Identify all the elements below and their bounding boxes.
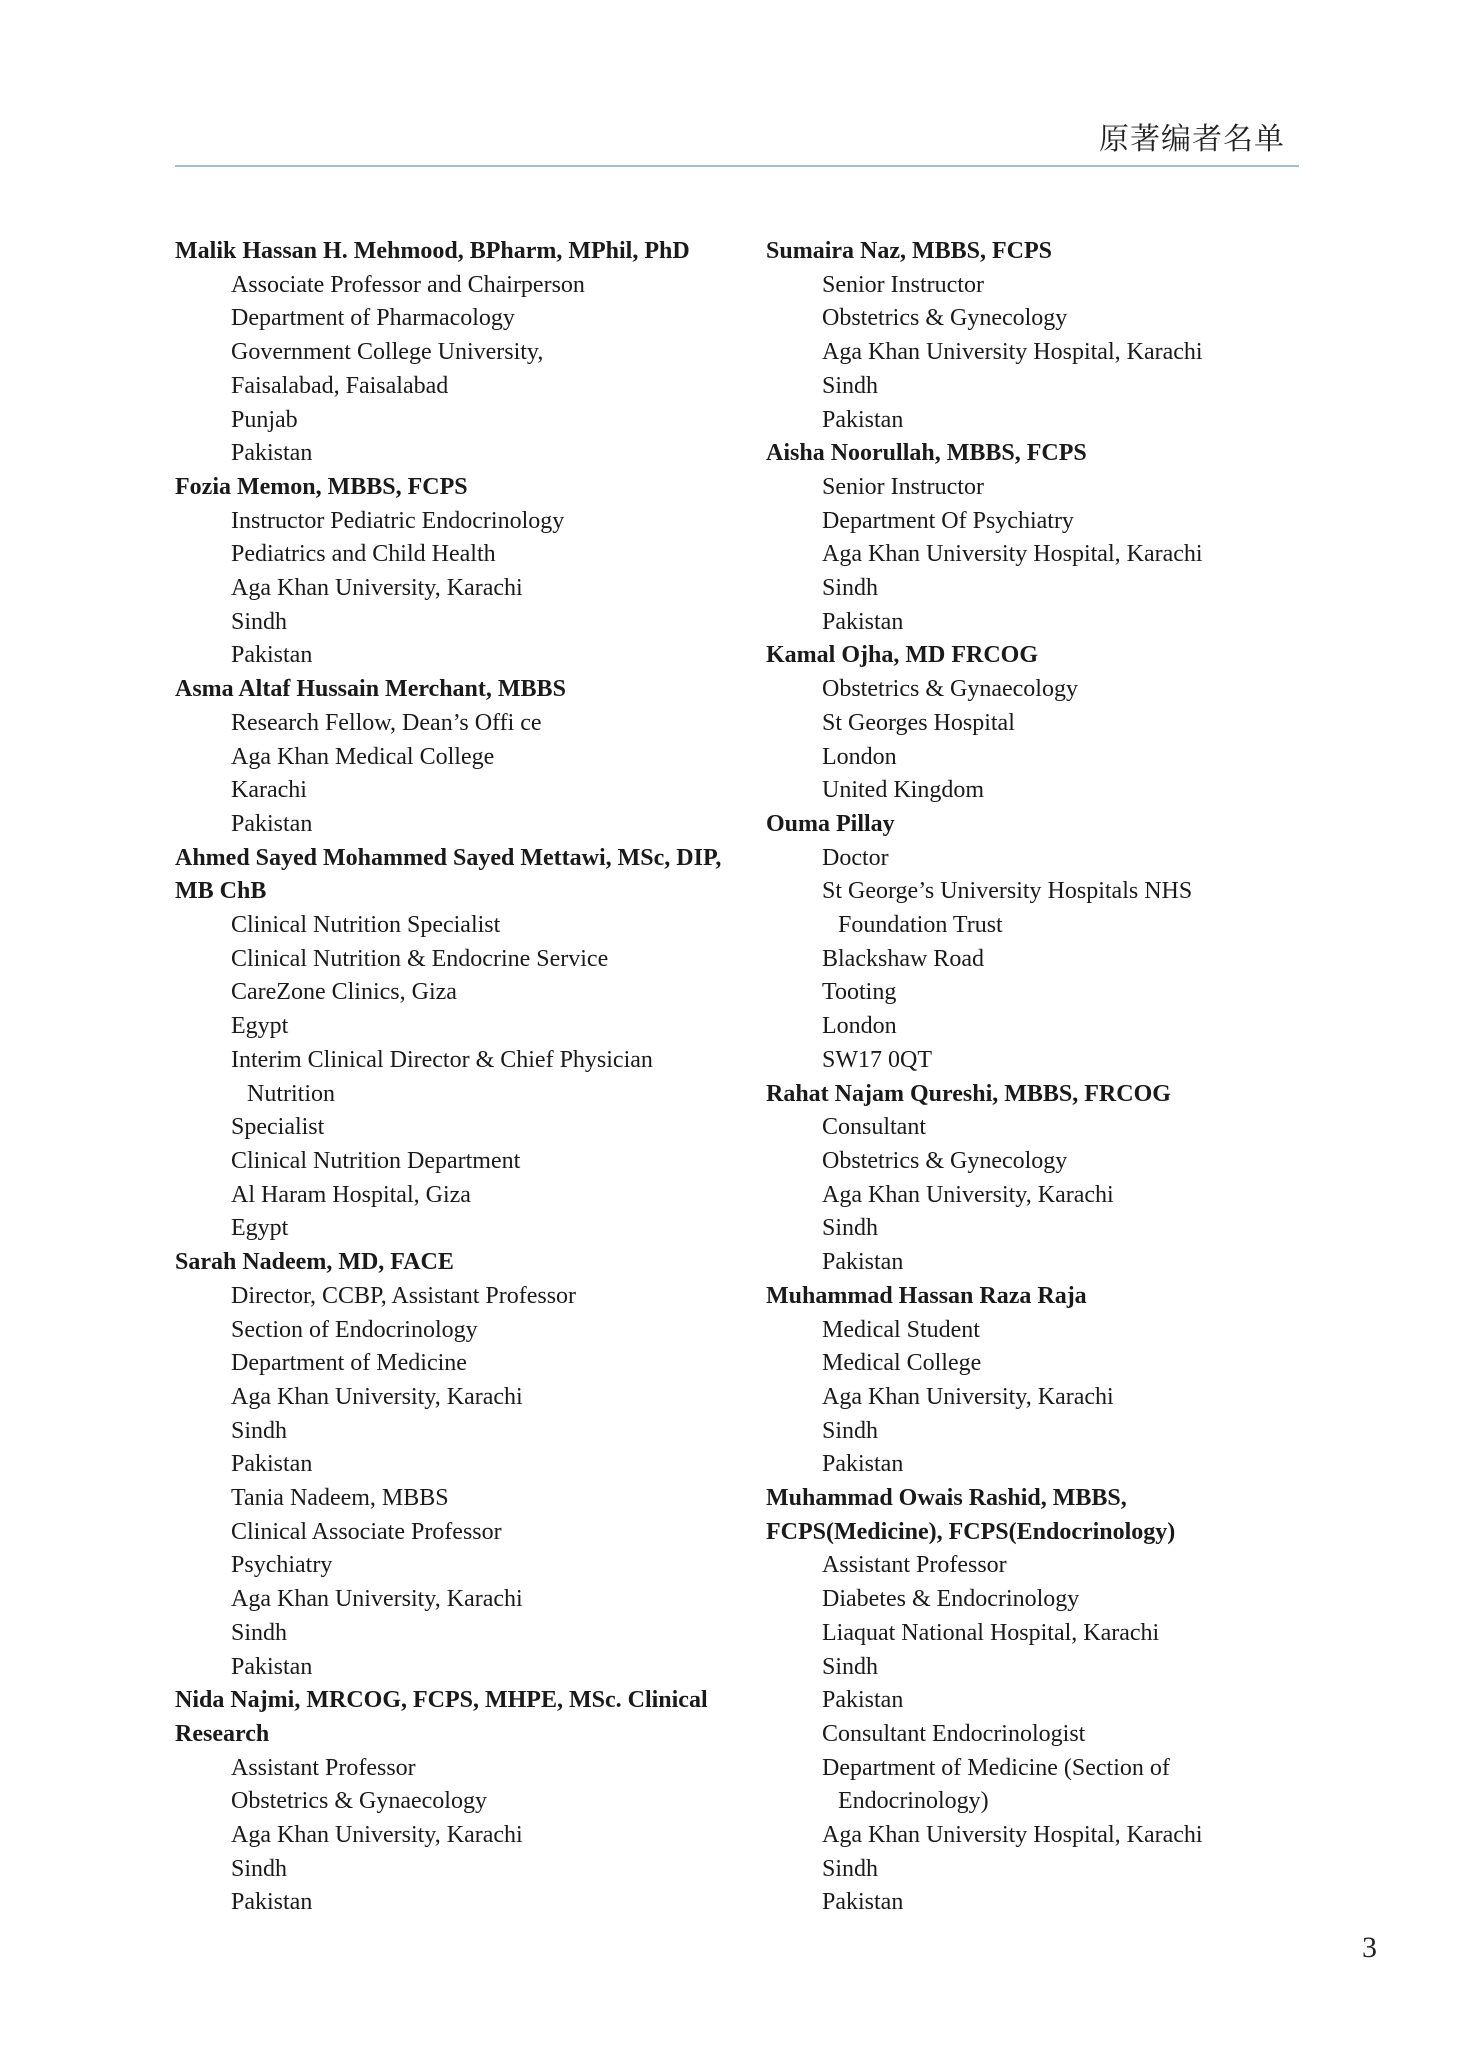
contributor-affiliation-line: CareZone Clinics, Giza <box>231 979 457 1006</box>
contributor-affiliation-line: Pakistan <box>231 440 313 467</box>
contributor-entry <box>175 673 735 842</box>
contributor-affiliation-line: St Georges Hospital <box>822 709 1015 736</box>
contributors-left-column <box>175 235 735 1920</box>
contributor-affiliation-line: Sindh <box>822 1417 879 1444</box>
contributor-affiliation-line: Pediatrics and Child Health <box>231 541 496 568</box>
contributor-affiliation-line: Government College University, <box>231 339 544 366</box>
contributor-affiliation-line: Pakistan <box>231 1889 313 1916</box>
contributor-affiliation-line: Tooting <box>822 979 897 1006</box>
contributor-affiliation-line: Aga Khan University Hospital, Karachi <box>822 339 1203 366</box>
contributor-affiliation-line: Sindh <box>822 1215 879 1242</box>
contributor-affiliation-line: SW17 0QT <box>822 1046 932 1073</box>
contributor-entry <box>175 1246 735 1684</box>
contributor-affiliation-line: Psychiatry <box>231 1552 333 1579</box>
contributor-affiliation-line: Sindh <box>231 608 288 635</box>
contributor-affiliation-line: Pakistan <box>231 1653 313 1680</box>
contributor-affiliation-line: London <box>822 1013 897 1040</box>
contributor-affiliation-line: Pakistan <box>231 1451 313 1478</box>
contributor-affiliation-line: Pakistan <box>822 1451 904 1478</box>
contributor-affiliation-line: Punjab <box>231 406 298 433</box>
contributor-affiliation-line: Department of Medicine <box>231 1350 467 1377</box>
contributor-affiliation-line: Sindh <box>822 1653 879 1680</box>
contributor-affiliation-line: Pakistan <box>822 1249 904 1276</box>
contributor-affiliation-line: Pakistan <box>231 642 313 669</box>
contributor-name: Muhammad Owais Rashid, MBBS, FCPS(Medicine), FCPS(Endocrinology) <box>766 1485 1176 1545</box>
contributor-affiliation-line: Interim Clinical Director & Chief Physician Nutrition <box>231 1046 653 1107</box>
contributor-affiliation-line: Clinical Associate Professor <box>231 1518 502 1545</box>
contributor-entry <box>766 808 1306 1078</box>
contributor-affiliation-line: Faisalabad, Faisalabad <box>231 372 449 399</box>
contributor-entry <box>175 1684 735 1920</box>
contributor-affiliation-line: Section of Endocrinology <box>231 1316 478 1343</box>
contributor-affiliation-line: Clinical Nutrition Specialist <box>231 912 501 939</box>
contributor-affiliation-line: Aga Khan Medical College <box>231 743 495 770</box>
contributor-affiliation-line: Tania Nadeem, MBBS <box>231 1485 449 1512</box>
contributor-affiliation-line: Aga Khan University, Karachi <box>822 1181 1114 1208</box>
contributor-affiliation-line: Director, CCBP, Assistant Professor <box>231 1282 577 1309</box>
contributor-affiliation-line: Assistant Professor <box>822 1552 1007 1579</box>
contributor-affiliation-line: Obstetrics & Gynaecology <box>822 676 1078 703</box>
contributor-affiliation-line: Doctor <box>822 844 889 871</box>
contributor-affiliation-line: Egypt <box>231 1013 289 1040</box>
contributor-affiliation-line: Sindh <box>822 1855 879 1882</box>
contributor-affiliation-line: Obstetrics & Gynecology <box>822 305 1068 332</box>
contributor-affiliation-line: Aga Khan University, Karachi <box>231 1383 523 1410</box>
contributor-affiliation-line: Blackshaw Road <box>822 945 984 972</box>
contributor-name: Muhammad Hassan Raza Raja <box>766 1282 1087 1309</box>
contributor-entry <box>175 471 735 673</box>
contributor-affiliation-line: Associate Professor and Chairperson <box>231 271 585 298</box>
contributor-affiliation-line: Research Fellow, Dean’s Offi ce <box>231 709 542 736</box>
contributor-affiliation-line: Instructor Pediatric Endocrinology <box>231 507 565 534</box>
contributor-name: Ouma Pillay <box>766 810 895 837</box>
contributor-affiliation-line: Al Haram Hospital, Giza <box>231 1181 471 1208</box>
contributor-affiliation-line: Department of Pharmacology <box>231 305 515 332</box>
contributor-affiliation-line: Consultant Endocrinologist <box>822 1720 1086 1747</box>
contributors-right-column <box>766 235 1306 1920</box>
contributor-affiliation-line: Pakistan <box>822 608 904 635</box>
contributor-affiliation-line: London <box>822 743 897 770</box>
contributor-name: Fozia Memon, MBBS, FCPS <box>175 473 468 500</box>
contributor-entry <box>766 1078 1306 1280</box>
contributor-affiliation-line: Assistant Professor <box>231 1754 416 1781</box>
header-divider <box>175 165 1299 167</box>
contributor-affiliation-line: Pakistan <box>822 1687 904 1714</box>
contributor-affiliation-line: Aga Khan University, Karachi <box>231 575 523 602</box>
contributor-name: Nida Najmi, MRCOG, FCPS, MHPE, MSc. Clinical Research <box>175 1687 708 1747</box>
contributor-affiliation-line: Aga Khan University, Karachi <box>231 1822 523 1849</box>
contributor-affiliation-line: Aga Khan University Hospital, Karachi <box>822 541 1203 568</box>
contributor-name: Malik Hassan H. Mehmood, BPharm, MPhil, PhD <box>175 238 690 264</box>
contributor-affiliation-line: Clinical Nutrition & Endocrine Service <box>231 945 609 972</box>
contributor-entry <box>766 639 1306 808</box>
contributor-affiliation-line: Consultant <box>822 1114 927 1141</box>
contributor-affiliation-line: Medical Student <box>822 1316 980 1343</box>
contributor-affiliation-line: Sindh <box>231 1855 288 1882</box>
contributor-affiliation-line: Sindh <box>231 1619 288 1646</box>
contributor-affiliation-line: Sindh <box>822 575 879 602</box>
contributor-affiliation-line: United Kingdom <box>822 777 984 804</box>
contributor-entry <box>175 842 735 1246</box>
contributor-affiliation-line: Senior Instructor <box>822 271 984 298</box>
contributor-affiliation-line: Liaquat National Hospital, Karachi <box>822 1619 1160 1646</box>
contributor-entry <box>766 1482 1306 1920</box>
contributor-affiliation-line: Medical College <box>822 1350 982 1377</box>
contributor-affiliation-line: Karachi <box>231 777 307 804</box>
contributor-affiliation-line: Specialist <box>231 1114 325 1141</box>
contributor-name: Aisha Noorullah, MBBS, FCPS <box>766 440 1087 467</box>
contributor-name: Ahmed Sayed Mohammed Sayed Mettawi, MSc, DIP, MB ChB <box>175 844 722 905</box>
contributor-name: Rahat Najam Qureshi, MBBS, FRCOG <box>766 1080 1171 1107</box>
contributor-affiliation-line: Sindh <box>822 372 879 399</box>
contributor-affiliation-line: Egypt <box>231 1215 289 1242</box>
contributor-affiliation-line: Clinical Nutrition Department <box>231 1147 521 1174</box>
contributor-entry <box>766 1280 1306 1482</box>
contributor-name: Asma Altaf Hussain Merchant, MBBS <box>175 676 566 703</box>
contributor-name: Sarah Nadeem, MD, FACE <box>175 1249 454 1276</box>
contributor-affiliation-line: Obstetrics & Gynecology <box>822 1147 1068 1174</box>
contributor-affiliation-line: Aga Khan University, Karachi <box>822 1383 1114 1410</box>
page-header-title: 原著编者名单 <box>1099 122 1285 157</box>
page-number: 3 <box>1362 1931 1377 1964</box>
contributor-affiliation-line: St George’s University Hospitals NHS Foundation Trust <box>822 878 1193 939</box>
contributor-affiliation-line: Senior Instructor <box>822 473 984 500</box>
contributor-entry <box>766 235 1306 437</box>
contributor-affiliation-line: Sindh <box>231 1417 288 1444</box>
contributor-affiliation-line: Department Of Psychiatry <box>822 507 1074 534</box>
contributor-entry <box>766 437 1306 639</box>
contributor-affiliation-line: Diabetes & Endocrinology <box>822 1586 1080 1613</box>
contributor-affiliation-line: Pakistan <box>822 406 904 433</box>
contributor-name: Sumaira Naz, MBBS, FCPS <box>766 238 1053 264</box>
contributor-affiliation-line: Pakistan <box>231 810 313 837</box>
contributor-entry <box>175 235 735 471</box>
contributor-affiliation-line: Aga Khan University Hospital, Karachi <box>822 1822 1203 1849</box>
contributor-affiliation-line: Department of Medicine (Section of Endocrinology) <box>822 1754 1170 1815</box>
contributor-affiliation-line: Pakistan <box>822 1889 904 1916</box>
contributor-affiliation-line: Obstetrics & Gynaecology <box>231 1788 487 1815</box>
contributor-name: Kamal Ojha, MD FRCOG <box>766 642 1038 669</box>
contributor-affiliation-line: Aga Khan University, Karachi <box>231 1586 523 1613</box>
